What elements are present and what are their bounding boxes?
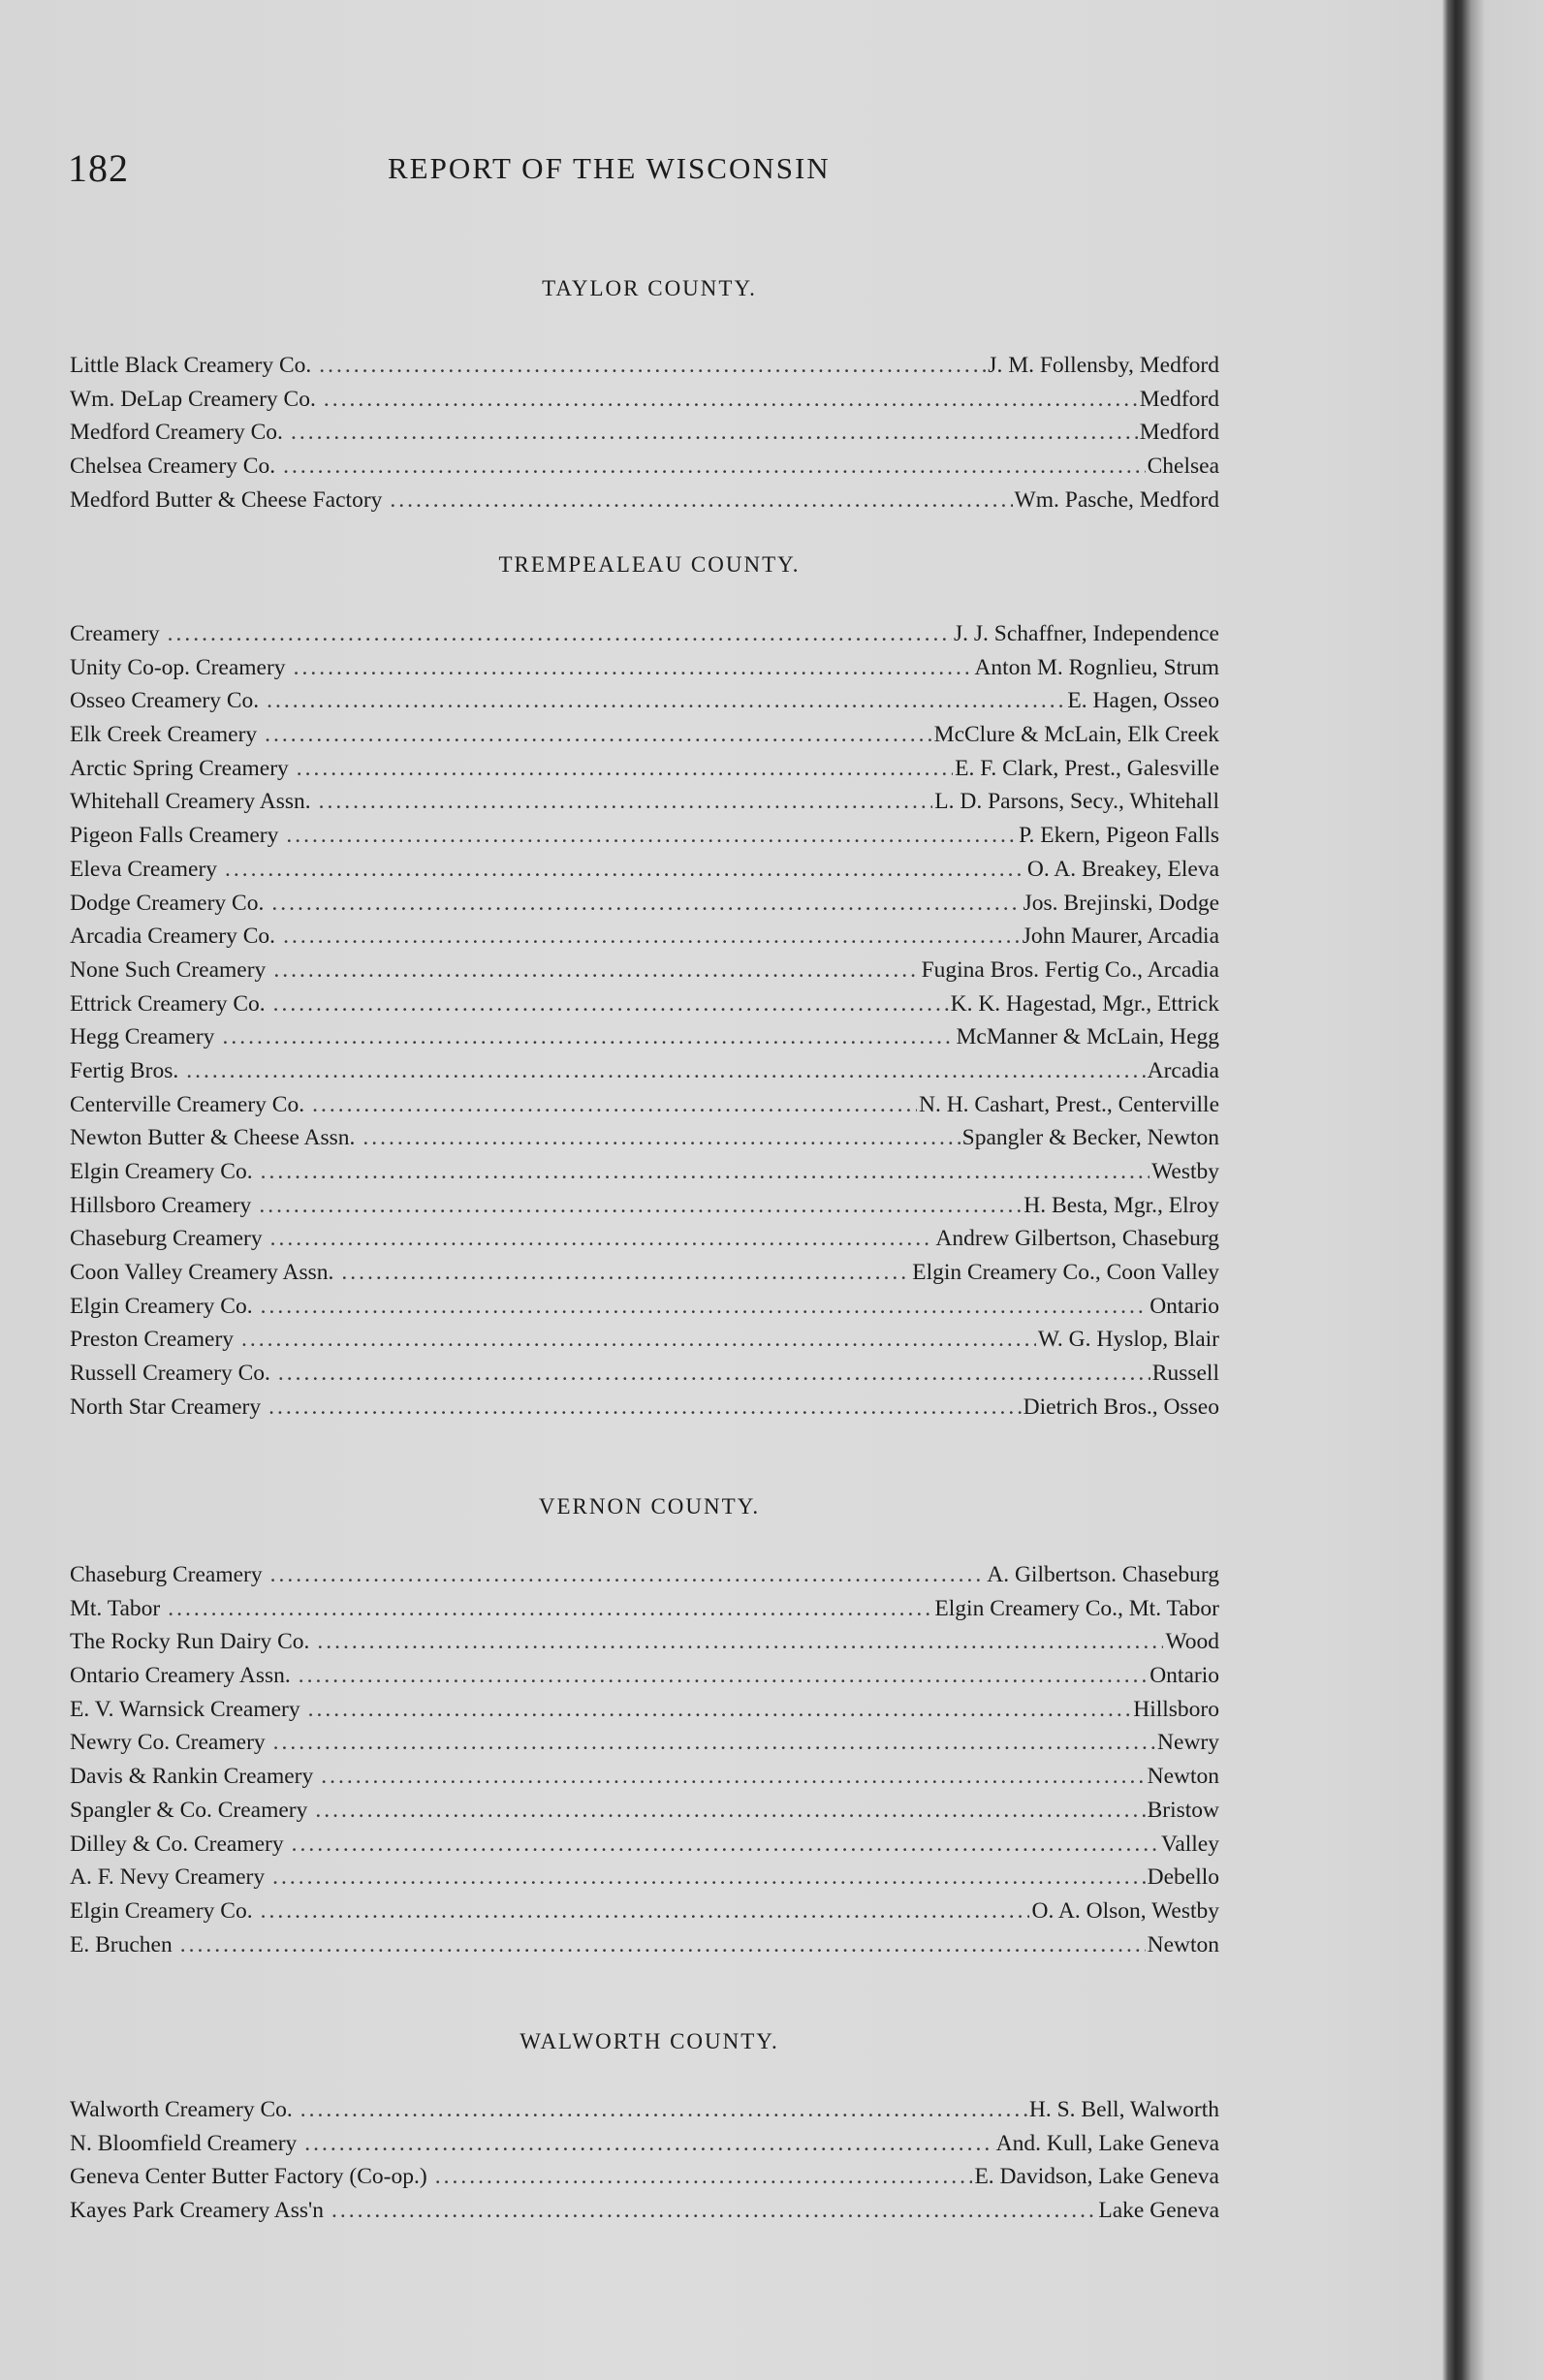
proprietor-location: J. J. Schaffner, Independence bbox=[954, 621, 1219, 646]
proprietor-location: N. H. Cashart, Prest., Centerville bbox=[918, 1091, 1219, 1117]
proprietor-location: W. G. Hyslop, Blair bbox=[1037, 1327, 1219, 1353]
proprietor-location: John Maurer, Arcadia bbox=[1022, 924, 1219, 950]
creamery-name: Medford Creamery Co. bbox=[70, 420, 283, 446]
directory-entry bbox=[70, 1290, 1219, 1324]
proprietor-location: Newton bbox=[1147, 1764, 1219, 1790]
dot-leader bbox=[308, 1693, 1132, 1727]
dot-leader bbox=[225, 853, 1025, 887]
directory-entry bbox=[70, 383, 1219, 417]
directory-entry bbox=[70, 1794, 1219, 1828]
proprietor-location: A. Gilbertson. Chaseburg bbox=[987, 1562, 1219, 1587]
dot-leader bbox=[341, 1256, 910, 1290]
proprietor-location: Hillsboro bbox=[1133, 1696, 1219, 1722]
proprietor-location: Russell bbox=[1151, 1361, 1219, 1387]
directory-entry bbox=[70, 1558, 1219, 1592]
section-title-trempealeau: TREMPEALEAU COUNTY. bbox=[498, 552, 801, 577]
creamery-name: Newton Butter & Cheese Assn. bbox=[70, 1125, 356, 1151]
proprietor-location: Medford bbox=[1139, 386, 1219, 412]
directory-entry bbox=[70, 2194, 1219, 2228]
dot-leader bbox=[186, 1054, 1145, 1088]
running-title: REPORT OF THE WISCONSIN bbox=[388, 151, 831, 185]
dot-leader bbox=[259, 1189, 1022, 1223]
dot-leader bbox=[271, 887, 1021, 921]
directory-entry bbox=[70, 1088, 1219, 1122]
directory-entry bbox=[70, 450, 1219, 484]
dot-leader bbox=[390, 484, 1012, 517]
dot-leader bbox=[317, 1625, 1163, 1659]
directory-entry bbox=[70, 1323, 1219, 1357]
dot-leader bbox=[362, 1121, 960, 1155]
creamery-name: Medford Butter & Cheese Factory bbox=[70, 486, 383, 513]
dot-leader bbox=[331, 2194, 1096, 2228]
creamery-name: Whitehall Creamery Assn. bbox=[70, 789, 311, 815]
entry-list-taylor bbox=[70, 349, 1219, 517]
dot-leader bbox=[291, 416, 1138, 450]
directory-entry bbox=[70, 684, 1219, 718]
creamery-name: Osseo Creamery Co. bbox=[70, 688, 260, 714]
dot-leader bbox=[283, 450, 1146, 484]
proprietor-location: E. Hagen, Osseo bbox=[1067, 688, 1219, 714]
proprietor-location: O. A. Breakey, Eleva bbox=[1026, 856, 1219, 882]
dot-leader bbox=[319, 349, 986, 383]
directory-entry bbox=[70, 1155, 1219, 1189]
proprietor-location: O. A. Olson, Westby bbox=[1031, 1897, 1219, 1924]
creamery-name: Geneva Center Butter Factory (Co-op.) bbox=[70, 2164, 427, 2190]
entry-list-vernon bbox=[70, 1558, 1219, 1961]
dot-leader bbox=[315, 1794, 1145, 1828]
proprietor-location: Anton M. Rognlieu, Strum bbox=[974, 654, 1219, 680]
directory-entry bbox=[70, 651, 1219, 685]
creamery-name: Chelsea Creamery Co. bbox=[70, 454, 276, 480]
directory-entry bbox=[70, 1928, 1219, 1962]
dot-leader bbox=[267, 684, 1065, 718]
creamery-name: Spangler & Co. Creamery bbox=[70, 1797, 308, 1823]
dot-leader bbox=[297, 752, 953, 786]
proprietor-location: Ontario bbox=[1149, 1663, 1219, 1689]
creamery-name: Dodge Creamery Co. bbox=[70, 890, 265, 916]
directory-entry bbox=[70, 2127, 1219, 2161]
directory-entry bbox=[70, 617, 1219, 651]
directory-entry bbox=[70, 954, 1219, 987]
dot-leader bbox=[261, 1155, 1149, 1189]
directory-entry bbox=[70, 1391, 1219, 1425]
directory-entry bbox=[70, 853, 1219, 887]
proprietor-location: E. Davidson, Lake Geneva bbox=[974, 2164, 1219, 2190]
proprietor-location: Arcadia bbox=[1147, 1057, 1219, 1083]
dot-leader bbox=[294, 651, 973, 685]
creamery-name: Hillsboro Creamery bbox=[70, 1192, 252, 1218]
directory-entry bbox=[70, 785, 1219, 819]
creamery-name: Elgin Creamery Co. bbox=[70, 1159, 253, 1184]
dot-leader bbox=[319, 785, 933, 819]
directory-entry bbox=[70, 1189, 1219, 1223]
directory-entry bbox=[70, 2160, 1219, 2194]
creamery-name: Chaseburg Creamery bbox=[70, 1562, 263, 1587]
creamery-name: N. Bloomfield Creamery bbox=[70, 2130, 298, 2156]
dot-leader bbox=[180, 1928, 1146, 1962]
creamery-name: None Such Creamery bbox=[70, 956, 267, 983]
proprietor-location: Lake Geneva bbox=[1098, 2198, 1219, 2224]
creamery-name: Dilley & Co. Creamery bbox=[70, 1831, 284, 1857]
proprietor-location: Westby bbox=[1151, 1159, 1219, 1184]
directory-entry bbox=[70, 1020, 1219, 1054]
creamery-name: Coon Valley Creamery Assn. bbox=[70, 1260, 334, 1286]
directory-entry bbox=[70, 484, 1219, 517]
dot-leader bbox=[222, 1020, 954, 1054]
proprietor-location: Jos. Brejinski, Dodge bbox=[1023, 890, 1219, 916]
dot-leader bbox=[268, 1391, 1022, 1425]
proprietor-location: Andrew Gilbertson, Chaseburg bbox=[935, 1226, 1219, 1252]
directory-entry bbox=[70, 1121, 1219, 1155]
creamery-name: Little Black Creamery Co. bbox=[70, 353, 312, 378]
creamery-name: Walworth Creamery Co. bbox=[70, 2097, 293, 2122]
directory-entry bbox=[70, 1054, 1219, 1088]
directory-entry bbox=[70, 416, 1219, 450]
creamery-name: E. Bruchen bbox=[70, 1931, 173, 1957]
dot-leader bbox=[321, 1760, 1145, 1794]
proprietor-location: Wood bbox=[1165, 1629, 1219, 1655]
directory-entry bbox=[70, 349, 1219, 383]
dot-leader bbox=[283, 920, 1021, 954]
creamery-name: Hegg Creamery bbox=[70, 1024, 215, 1050]
dot-leader bbox=[299, 1659, 1148, 1693]
creamery-name: Elgin Creamery Co. bbox=[70, 1897, 253, 1924]
directory-entry bbox=[70, 1256, 1219, 1290]
creamery-name: A. F. Nevy Creamery bbox=[70, 1864, 266, 1891]
proprietor-location: McClure & McLain, Elk Creek bbox=[933, 722, 1219, 748]
directory-entry bbox=[70, 819, 1219, 853]
directory-entry bbox=[70, 1760, 1219, 1794]
directory-entry bbox=[70, 1357, 1219, 1391]
directory-entry bbox=[70, 1726, 1219, 1760]
proprietor-location: P. Ekern, Pigeon Falls bbox=[1019, 823, 1219, 849]
creamery-name: Fertig Bros. bbox=[70, 1057, 179, 1083]
directory-entry bbox=[70, 1659, 1219, 1693]
proprietor-location: H. S. Bell, Walworth bbox=[1028, 2097, 1219, 2122]
creamery-name: E. V. Warnsick Creamery bbox=[70, 1696, 300, 1722]
creamery-name: Russell Creamery Co. bbox=[70, 1361, 270, 1387]
directory-entry bbox=[70, 920, 1219, 954]
dot-leader bbox=[270, 1558, 986, 1592]
proprietor-location: Dietrich Bros., Osseo bbox=[1023, 1394, 1219, 1420]
dot-leader bbox=[261, 1895, 1030, 1928]
creamery-name: Chaseburg Creamery bbox=[70, 1226, 263, 1252]
proprietor-location: Bristow bbox=[1147, 1797, 1219, 1823]
directory-entry bbox=[70, 1693, 1219, 1727]
dot-leader bbox=[265, 718, 932, 752]
directory-entry bbox=[70, 2093, 1219, 2127]
creamery-name: Eleva Creamery bbox=[70, 856, 218, 882]
proprietor-location: L. D. Parsons, Secy., Whitehall bbox=[934, 789, 1219, 815]
binding-gutter bbox=[1442, 0, 1543, 2380]
dot-leader bbox=[278, 1357, 1150, 1391]
directory-entry bbox=[70, 1222, 1219, 1256]
dot-leader bbox=[286, 819, 1017, 853]
page-header bbox=[68, 145, 1231, 204]
proprietor-location: Fugina Bros. Fertig Co., Arcadia bbox=[921, 956, 1219, 983]
proprietor-location: Ontario bbox=[1149, 1293, 1219, 1319]
creamery-name: North Star Creamery bbox=[70, 1394, 262, 1420]
proprietor-location: Elgin Creamery Co., Mt. Tabor bbox=[934, 1595, 1219, 1621]
directory-entry bbox=[70, 1828, 1219, 1862]
creamery-name: Ettrick Creamery Co. bbox=[70, 990, 266, 1017]
directory-entry bbox=[70, 987, 1219, 1021]
creamery-name: Arcadia Creamery Co. bbox=[70, 924, 276, 950]
dot-leader bbox=[272, 1861, 1146, 1895]
proprietor-location: H. Besta, Mgr., Elroy bbox=[1023, 1192, 1219, 1218]
creamery-name: Unity Co-op. Creamery bbox=[70, 654, 286, 680]
creamery-name: Pigeon Falls Creamery bbox=[70, 823, 279, 849]
directory-entry bbox=[70, 718, 1219, 752]
proprietor-location: Newton bbox=[1147, 1931, 1219, 1957]
page-number: 182 bbox=[68, 146, 129, 190]
creamery-name: Ontario Creamery Assn. bbox=[70, 1663, 291, 1689]
creamery-name: Elgin Creamery Co. bbox=[70, 1293, 253, 1319]
proprietor-location: Medford bbox=[1139, 420, 1219, 446]
creamery-name: Wm. DeLap Creamery Co. bbox=[70, 386, 316, 412]
creamery-name: Elk Creek Creamery bbox=[70, 722, 258, 748]
creamery-name: Mt. Tabor bbox=[70, 1595, 161, 1621]
directory-entry bbox=[70, 1592, 1219, 1626]
dot-leader bbox=[312, 1088, 917, 1122]
proprietor-location: Newry bbox=[1157, 1730, 1219, 1756]
dot-leader bbox=[292, 1828, 1159, 1862]
proprietor-location: Spangler & Becker, Newton bbox=[961, 1125, 1219, 1151]
proprietor-location: Wm. Pasche, Medford bbox=[1014, 486, 1219, 513]
proprietor-location: McManner & McLain, Hegg bbox=[956, 1024, 1219, 1050]
dot-leader bbox=[168, 617, 952, 651]
directory-entry bbox=[70, 1861, 1219, 1895]
directory-entry bbox=[70, 752, 1219, 786]
dot-leader bbox=[324, 383, 1138, 417]
proprietor-location: And. Kull, Lake Geneva bbox=[995, 2130, 1219, 2156]
dot-leader bbox=[273, 954, 919, 987]
proprietor-location: Elgin Creamery Co., Coon Valley bbox=[912, 1260, 1219, 1286]
dot-leader bbox=[273, 1726, 1155, 1760]
dot-leader bbox=[273, 987, 949, 1021]
entry-list-trempealeau bbox=[70, 617, 1219, 1425]
proprietor-location: Valley bbox=[1160, 1831, 1219, 1857]
proprietor-location: E. F. Clark, Prest., Galesville bbox=[955, 755, 1219, 781]
creamery-name: Newry Co. Creamery bbox=[70, 1730, 266, 1756]
dot-leader bbox=[304, 2127, 993, 2161]
creamery-name: Kayes Park Creamery Ass'n bbox=[70, 2198, 325, 2224]
dot-leader bbox=[241, 1323, 1036, 1357]
creamery-name: The Rocky Run Dairy Co. bbox=[70, 1629, 310, 1655]
section-title-walworth: WALWORTH COUNTY. bbox=[520, 2029, 779, 2053]
dot-leader bbox=[270, 1222, 934, 1256]
creamery-name: Creamery bbox=[70, 621, 160, 646]
proprietor-location: Chelsea bbox=[1147, 454, 1219, 480]
creamery-name: Centerville Creamery Co. bbox=[70, 1091, 305, 1117]
directory-entry bbox=[70, 1895, 1219, 1928]
entry-list-walworth bbox=[70, 2093, 1219, 2228]
proprietor-location: Debello bbox=[1147, 1864, 1219, 1891]
creamery-name: Davis & Rankin Creamery bbox=[70, 1764, 314, 1790]
creamery-name: Preston Creamery bbox=[70, 1327, 235, 1353]
directory-entry bbox=[70, 1625, 1219, 1659]
proprietor-location: K. K. Hagestad, Mgr., Ettrick bbox=[950, 990, 1219, 1017]
dot-leader bbox=[261, 1290, 1149, 1324]
creamery-name: Arctic Spring Creamery bbox=[70, 755, 289, 781]
directory-entry bbox=[70, 887, 1219, 921]
dot-leader bbox=[435, 2160, 973, 2194]
section-title-vernon: VERNON COUNTY. bbox=[538, 1494, 761, 1519]
proprietor-location: J. M. Follensby, Medford bbox=[988, 353, 1219, 378]
section-title-taylor: TAYLOR COUNTY. bbox=[542, 276, 757, 300]
dot-leader bbox=[300, 2093, 1027, 2127]
dot-leader bbox=[168, 1592, 932, 1626]
